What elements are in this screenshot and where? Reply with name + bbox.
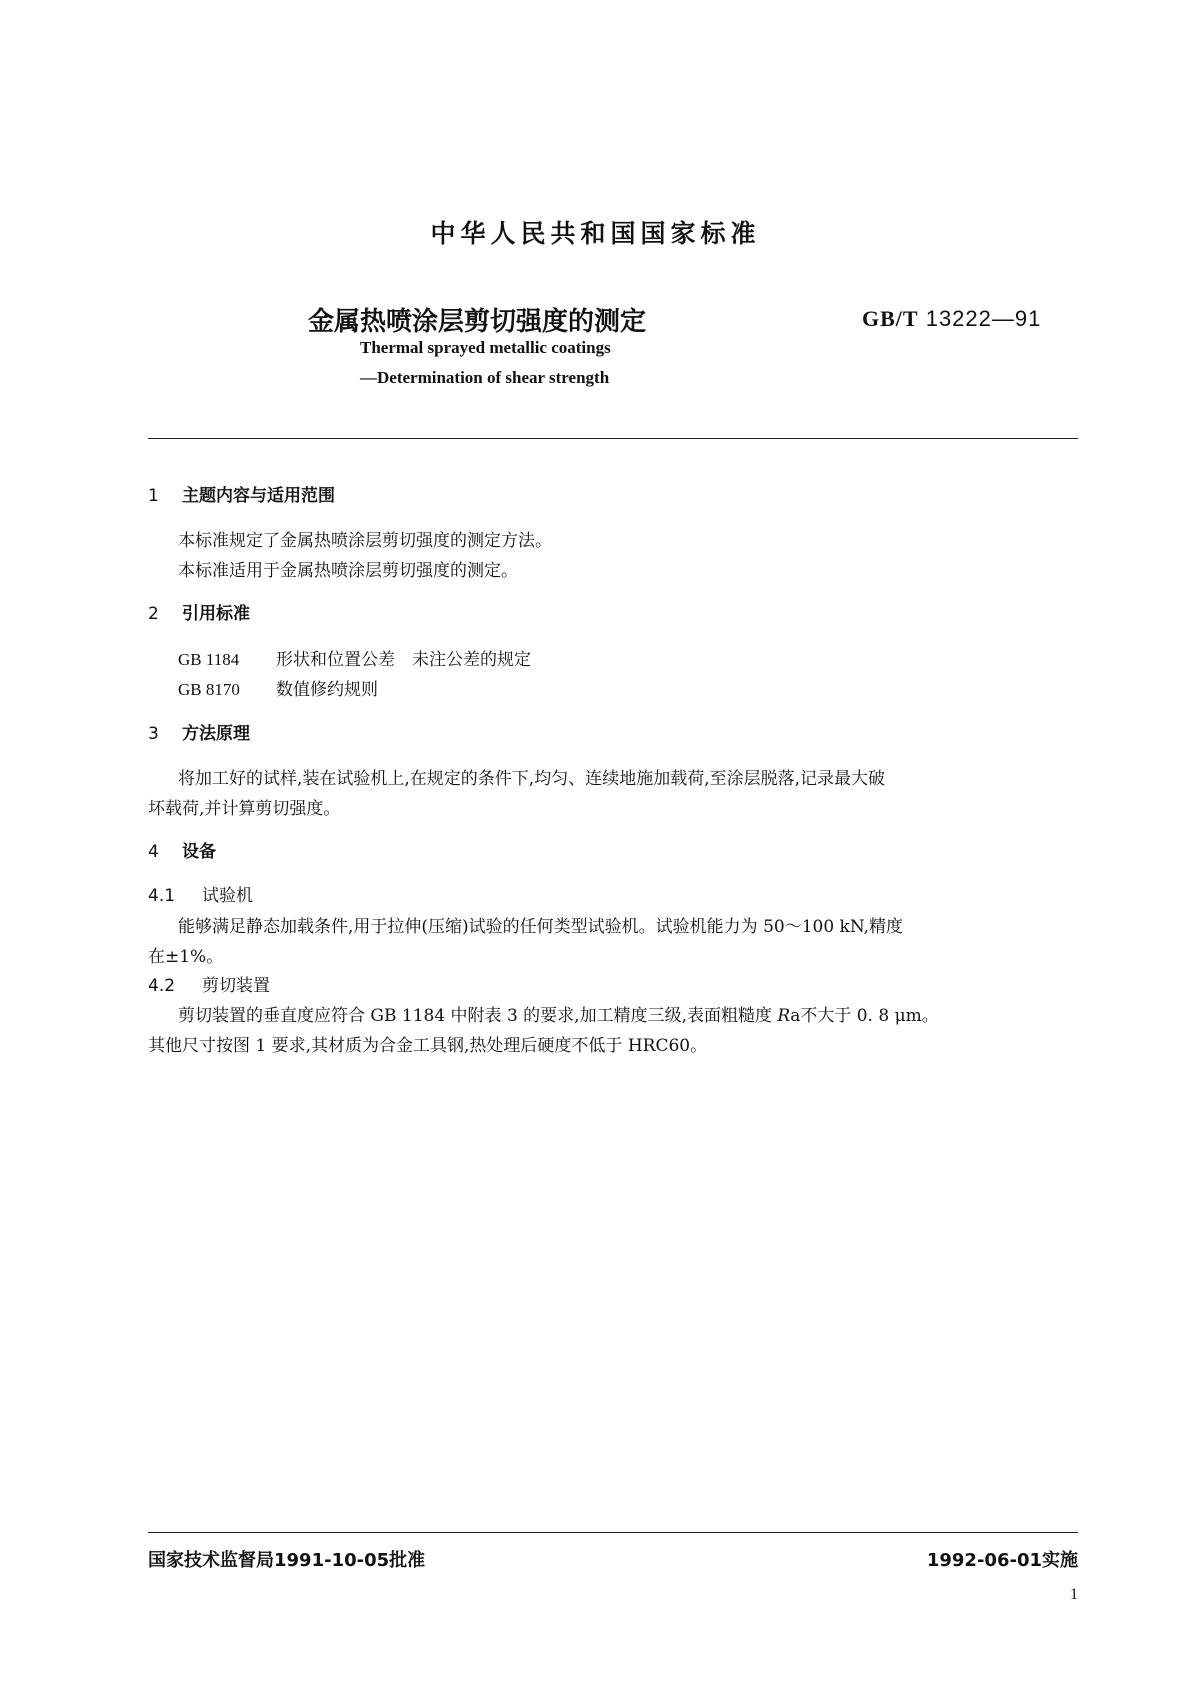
- section-1-title: 主题内容与适用范围: [182, 486, 335, 506]
- subsection-4-2-line-1-text: 剪切装置的垂直度应符合 GB 1184 中附表 3 的要求,加工精度三级,表面粗糙度: [178, 1006, 778, 1026]
- section-1-heading: [148, 481, 335, 506]
- reference-item: [178, 645, 531, 670]
- subsection-4-1-number: 4.1: [148, 886, 176, 906]
- standard-code: 13222—91: [925, 306, 1042, 331]
- document-title-en-line2: —Determination of shear strength: [360, 368, 610, 387]
- subsection-4-2-heading: [148, 971, 270, 996]
- section-3-body-line-2: 坏载荷,并计算剪切强度。: [148, 799, 341, 819]
- section-2-number: 2: [148, 604, 159, 624]
- subsection-4-2-line-1: [178, 1001, 939, 1026]
- header-divider: [148, 438, 1078, 439]
- section-3-heading: [148, 719, 250, 744]
- section-4-heading: [148, 837, 216, 862]
- subsection-4-1-heading: [148, 881, 253, 906]
- section-4-number: 4: [148, 842, 159, 862]
- subsection-4-1-line-2: 在±1%。: [148, 947, 224, 967]
- reference-item: [178, 675, 378, 700]
- subsection-4-2-line-1-tail: a不大于 0. 8 μm。: [790, 1006, 939, 1026]
- section-2-title: 引用标准: [182, 604, 250, 624]
- national-standard-heading: 中华人民共和国国家标准: [430, 219, 761, 248]
- reference-title: 数值修约规则: [276, 680, 378, 700]
- document-title-zh: 金属热喷涂层剪切强度的测定: [308, 307, 647, 337]
- section-3-title: 方法原理: [182, 724, 250, 744]
- subsection-4-2-line-2: 其他尺寸按图 1 要求,其材质为合金工具钢,热处理后硬度不低于 HRC60。: [148, 1036, 708, 1056]
- effective-date: 1992-06-01实施: [926, 1550, 1078, 1571]
- reference-title: 形状和位置公差 未注公差的规定: [276, 650, 531, 670]
- reference-code: GB 8170: [178, 680, 240, 699]
- section-3-body-line-1: 将加工好的试样,装在试验机上,在规定的条件下,均匀、连续地施加载荷,至涂层脱落,记录最大破: [178, 769, 886, 789]
- section-4-title: 设备: [182, 842, 216, 862]
- section-1-para-2: 本标准适用于金属热喷涂层剪切强度的测定。: [178, 561, 518, 581]
- section-2-heading: [148, 599, 250, 624]
- document-title-en-line1: Thermal sprayed metallic coatings: [360, 338, 611, 357]
- subsection-4-1-title: 试验机: [202, 886, 253, 906]
- section-3-number: 3: [148, 724, 159, 744]
- roughness-symbol: R: [777, 1006, 791, 1026]
- standard-prefix: GB/T: [862, 306, 919, 331]
- section-1-para-1: 本标准规定了金属热喷涂层剪切强度的测定方法。: [178, 531, 552, 551]
- reference-code: GB 1184: [178, 650, 240, 669]
- subsection-4-2-title: 剪切装置: [202, 976, 270, 996]
- footer-divider: [148, 1532, 1078, 1533]
- page-number: 1: [1070, 1586, 1078, 1603]
- approval-date: 国家技术监督局1991-10-05批准: [148, 1550, 426, 1571]
- subsection-4-1-line-1: 能够满足静态加载条件,用于拉伸(压缩)试验的任何类型试验机。试验机能力为 50～100 kN,精度: [178, 917, 904, 937]
- section-1-number: 1: [148, 486, 159, 506]
- standard-number: [862, 306, 1041, 332]
- subsection-4-2-number: 4.2: [148, 976, 176, 996]
